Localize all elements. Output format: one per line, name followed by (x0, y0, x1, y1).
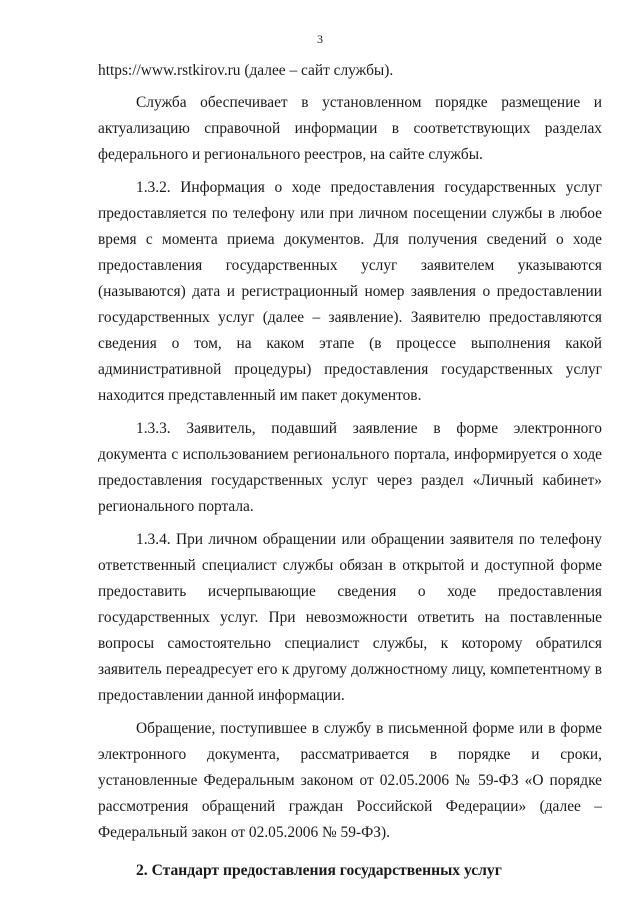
paragraph-1-3-2: 1.3.2. Информация о ходе предоставления государственных услуг предоставляется по телефону или при личном посещении службы в любое время с момента приема документов. Для получения сведений о ходе предоставления государственных услуг заявителем указываются (называются) дата и регистрационный номер заявления о предоставлении государственных услуг (далее – заявление). Заявителю предоставляются сведения о том, на каком этапе (в процессе выполнения какой административной процедуры) предоставления государственных услуг находится представленный им пакет документов. (98, 179, 602, 404)
document-body (98, 58, 602, 884)
paragraph-written-appeal: Обращение, поступившее в службу в письменной форме или в форме электронного документа, рассматривается в порядке и сроки, установленные Федеральным законом от 02.05.2006 № 59-ФЗ «О порядке рассмотрения обращений граждан Российской Федерации» (далее – Федеральный закон от 02.05.2006 № 59-ФЗ). (98, 720, 602, 841)
paragraph-service-info: Служба обеспечивает в установленном порядке размещение и актуализацию справочной информации в соответствующих разделах федерального и регионального реестров, на сайте службы. (98, 94, 602, 163)
section-heading: 2. Стандарт предоставления государственных услуг (136, 862, 502, 879)
paragraph-1-3-3: 1.3.3. Заявитель, подавший заявление в форме электронного документа с использованием регионального портала, информируется о ходе предоставления государственных услуг через раздел «Личный кабинет» регионального портала. (98, 420, 602, 515)
paragraph-website-url: https://www.rstkirov.ru (далее – сайт службы). (98, 62, 394, 79)
page-number: 3 (317, 32, 323, 46)
paragraph-1-3-4: 1.3.4. При личном обращении или обращении заявителя по телефону ответственный специалист службы обязан в открытой и доступной форме предоставить исчерпывающие сведения о ходе предоставления государственных услуг. При невозможности ответить на поставленные вопросы самостоятельно специалист службы, к которому обратился заявитель переадресует его к другому должностному лицу, компетентному в предоставлении данной информации. (98, 531, 602, 704)
